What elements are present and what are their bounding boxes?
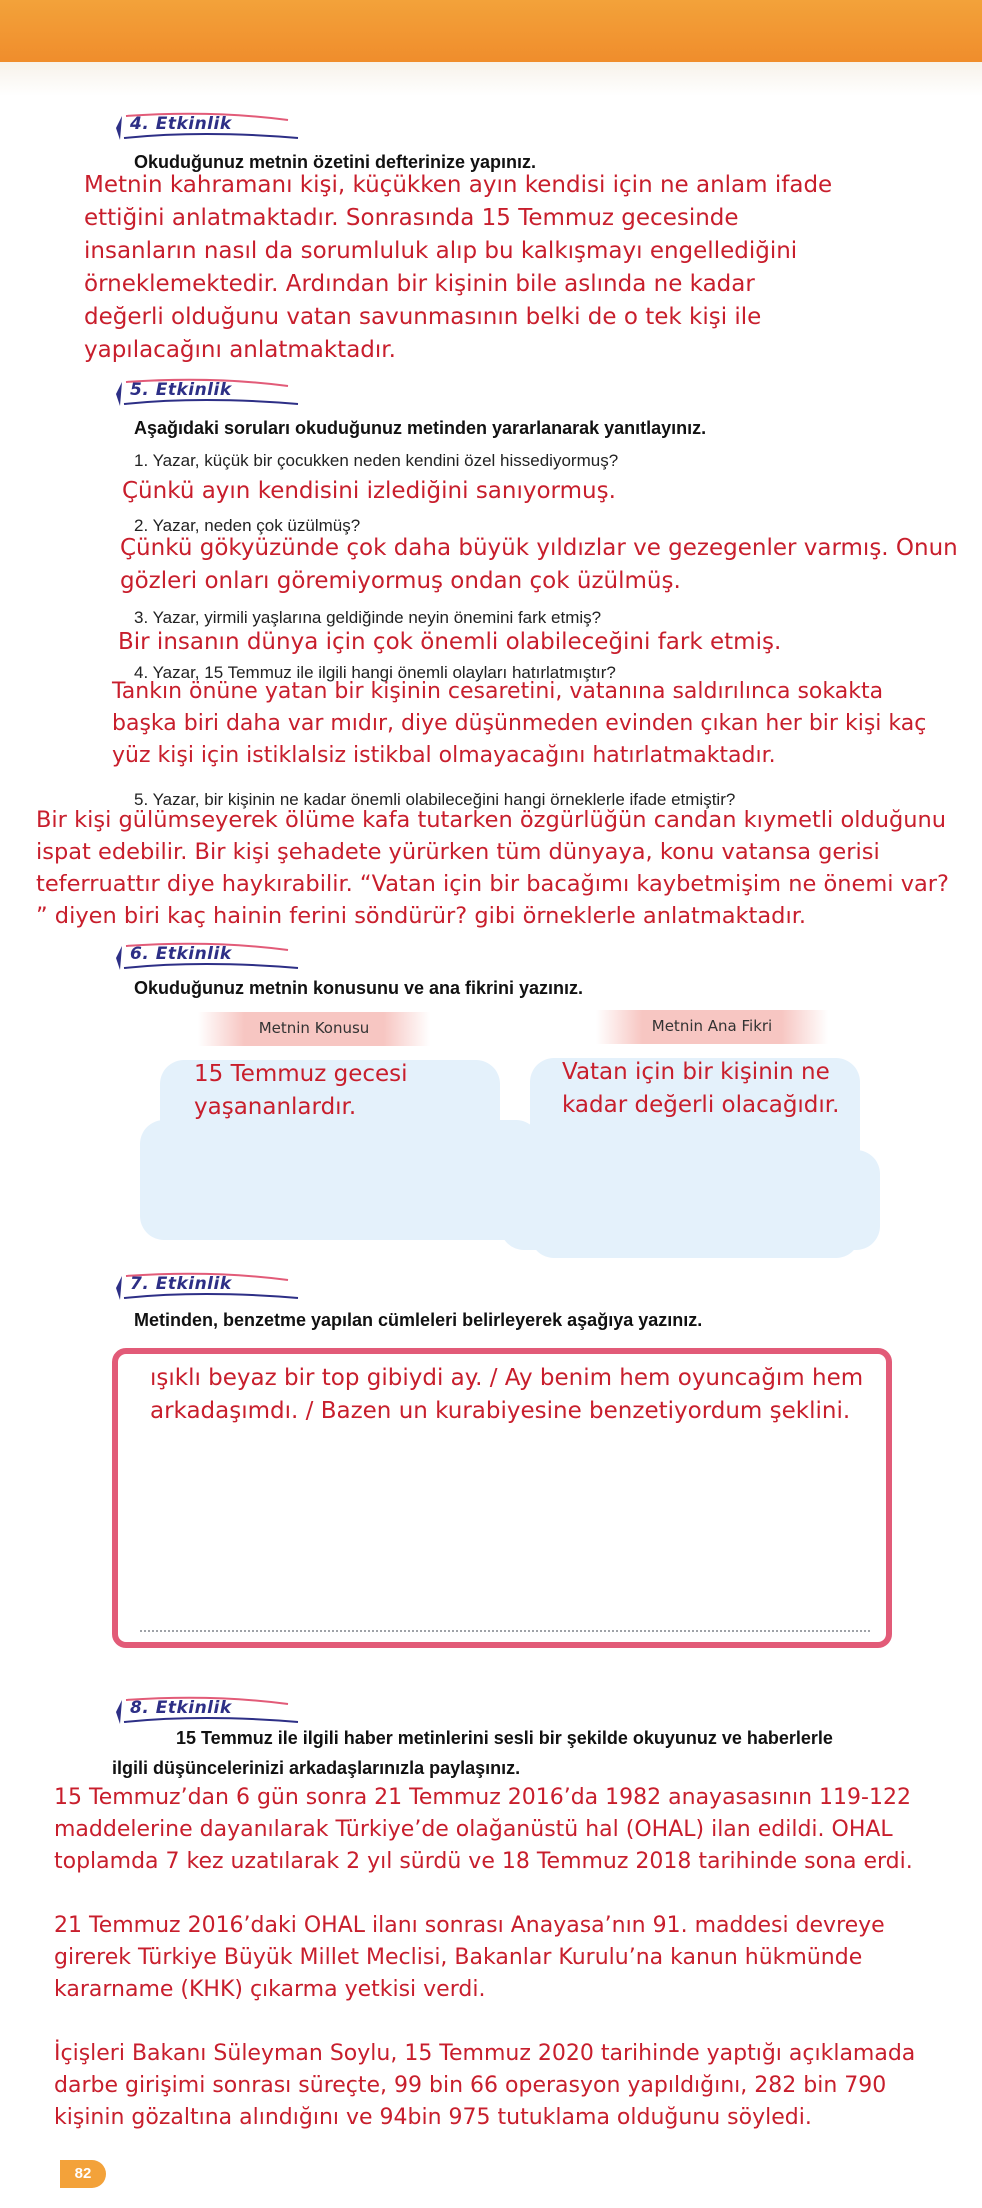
summary-line: ettiğini anlatmaktadır. Sonrasında 15 Temmuz gecesinde <box>84 205 739 231</box>
news-answer-line <box>54 1878 915 1910</box>
activity-5-tag <box>112 374 302 414</box>
page-number: 82 <box>74 2165 92 2182</box>
answer-line: teferruattır diye haykırabilir. “Vatan için bir bacağımı kaybetmişim ne önemi var? <box>36 871 949 897</box>
question-5: 5. Yazar, bir kişinin ne kadar önemli olabileceğini hangi örneklerle ifade etmiştir? <box>134 790 736 809</box>
main-idea-answer-area-shadow <box>500 1150 880 1250</box>
main-idea-header <box>596 1010 828 1044</box>
question-1: 1. Yazar, küçük bir çocukken neden kendini özel hissediyormuş? <box>134 451 619 470</box>
activity-5-instruction: Aşağıdaki soruları okuduğunuz metinden yararlanarak yanıtlayınız. <box>134 418 707 438</box>
topic-answer-line: yaşananlardır. <box>194 1094 357 1120</box>
answer-2 <box>120 532 958 598</box>
answer-line: başka biri daha var mıdır, diye düşünmeden evinden çıkan her bir kişi kaç <box>112 711 927 736</box>
top-banner-shadow <box>0 62 982 96</box>
activity-7-label: 7. Etkinlik <box>130 1274 232 1294</box>
topic-answer-line: 15 Temmuz gecesi <box>194 1061 408 1087</box>
writing-line <box>140 1630 870 1632</box>
question-4: 4. Yazar, 15 Temmuz ile ilgili hangi önemli olayları hatırlatmıştır? <box>134 663 616 682</box>
summary-line: Metnin kahramanı kişi, küçükken ayın kendisi için ne anlam ifade <box>84 172 833 198</box>
summary-line: insanların nasıl da sorumluluk alıp bu kalkışmayı engellediğini <box>84 238 798 264</box>
news-answer-line: maddelerine dayanılarak Türkiye’de olağanüstü hal (OHAL) ilan edildi. OHAL <box>54 1817 893 1842</box>
answer-3 <box>118 626 781 659</box>
answer-4 <box>112 676 926 772</box>
activity-8-label: 8. Etkinlik <box>130 1698 232 1718</box>
answer-1 <box>122 475 616 508</box>
page-number-badge <box>60 2160 106 2188</box>
activity-8-instruction-line-2: ilgili düşüncelerinizi arkadaşlarınızla paylaşınız. <box>112 1758 521 1778</box>
news-answer-line <box>54 2006 915 2038</box>
activity-7-instruction: Metinden, benzetme yapılan cümleleri belirleyerek aşağıya yazınız. <box>134 1310 703 1330</box>
news-answer-line: İçişleri Bakanı Süleyman Soylu, 15 Temmuz 2020 tarihinde yaptığı açıklamada <box>54 2041 916 2066</box>
news-answer-line: kişinin gözaltına alındığını ve 94bin 975 tutuklama olduğunu söyledi. <box>54 2105 812 2130</box>
summary-line: yapılacağını anlatmaktadır. <box>84 337 396 363</box>
main-idea-header-label: Metnin Ana Fikri <box>651 1017 773 1035</box>
activity-5-label: 5. Etkinlik <box>130 380 232 400</box>
answer-5 <box>36 804 949 932</box>
topic-header <box>198 1012 430 1046</box>
main-idea-answer <box>562 1056 839 1122</box>
activity-4-instruction: Okuduğunuz metnin özetini defterinize yapınız. <box>134 152 537 172</box>
question-3: 3. Yazar, yirmili yaşlarına geldiğinde neyin önemini fark etmiş? <box>134 608 602 627</box>
answer-line: Bir insanın dünya için çok önemli olabileceğini fark etmiş. <box>118 629 782 655</box>
activity-8-instruction-line-1: 15 Temmuz ile ilgili haber metinlerini sesli bir şekilde okuyunuz ve haberlerle <box>176 1728 833 1748</box>
activity-8-tag <box>112 1692 302 1732</box>
summary-line: örneklemektedir. Ardından bir kişinin bile aslında ne kadar <box>84 271 755 297</box>
answer-line: Tankın önüne yatan bir kişinin cesaretini, vatanına saldırılınca sokakta <box>112 679 884 704</box>
news-answer-line: 15 Temmuz’dan 6 gün sonra 21 Temmuz 2016’da 1982 anayasasının 119-122 <box>54 1785 911 1810</box>
similes-answer-line: arkadaşımdı. / Bazen un kurabiyesine benzetiyordum şeklini. <box>150 1398 851 1424</box>
topic-answer-area-shadow <box>140 1120 540 1240</box>
news-answer-line: kararname (KHK) çıkarma yetkisi verdi. <box>54 1977 486 2002</box>
activity-7-tag <box>112 1268 302 1308</box>
activity-6-label: 6. Etkinlik <box>130 944 232 964</box>
activity-4-label: 4. Etkinlik <box>130 114 232 134</box>
activity-6-tag <box>112 938 302 978</box>
topic-header-label: Metnin Konusu <box>258 1019 370 1037</box>
top-banner <box>0 0 982 62</box>
news-answer-line: 21 Temmuz 2016’daki OHAL ilanı sonrası Anayasa’nın 91. maddesi devreye <box>54 1913 885 1938</box>
similes-answer <box>150 1362 863 1428</box>
similes-answer-line: ışıklı beyaz bir top gibiydi ay. / Ay benim hem oyuncağım hem <box>150 1365 864 1391</box>
summary-line: değerli olduğunu vatan savunmasının belki de o tek kişi ile <box>84 304 762 330</box>
activity-4-tag <box>112 108 302 148</box>
activity-6-instruction: Okuduğunuz metnin konusunu ve ana fikrini yazınız. <box>134 978 584 998</box>
answer-line: Çünkü gökyüzünde çok daha büyük yıldızlar ve gezegenler varmış. Onun <box>120 535 958 561</box>
answer-line: ispat edebilir. Bir kişi şehadete yürürken tüm dünyaya, konu vatansa gerisi <box>36 839 880 865</box>
answer-line: ” diyen biri kaç hainin ferini söndürür? gibi örneklerle anlatmaktadır. <box>36 903 807 929</box>
topic-answer <box>194 1058 408 1124</box>
main-idea-answer-line: kadar değerli olacağıdır. <box>562 1092 840 1118</box>
answer-line: gözleri onları göremiyormuş ondan çok üzülmüş. <box>120 568 681 594</box>
news-answer <box>54 1782 915 2134</box>
news-answer-line: toplamda 7 kez uzatılarak 2 yıl sürdü ve 18 Temmuz 2018 tarihinde sona erdi. <box>54 1849 913 1874</box>
news-answer-line: girerek Türkiye Büyük Millet Meclisi, Bakanlar Kurulu’na kanun hükmünde <box>54 1945 863 1970</box>
answer-line: Çünkü ayın kendisini izlediğini sanıyormuş. <box>122 478 616 504</box>
news-answer-line: darbe girişimi sonrası süreçte, 99 bin 66 operasyon yapıldığını, 282 bin 790 <box>54 2073 887 2098</box>
answer-line: Bir kişi gülümseyerek ölüme kafa tutarken özgürlüğün candan kıymetli olduğunu <box>36 807 947 833</box>
answer-line: yüz kişi için istiklalsiz istikbal olmayacağını hatırlatmaktadır. <box>112 743 776 768</box>
main-idea-answer-line: Vatan için bir kişinin ne <box>562 1059 830 1085</box>
summary-answer <box>84 169 832 367</box>
question-2: 2. Yazar, neden çok üzülmüş? <box>134 516 361 535</box>
